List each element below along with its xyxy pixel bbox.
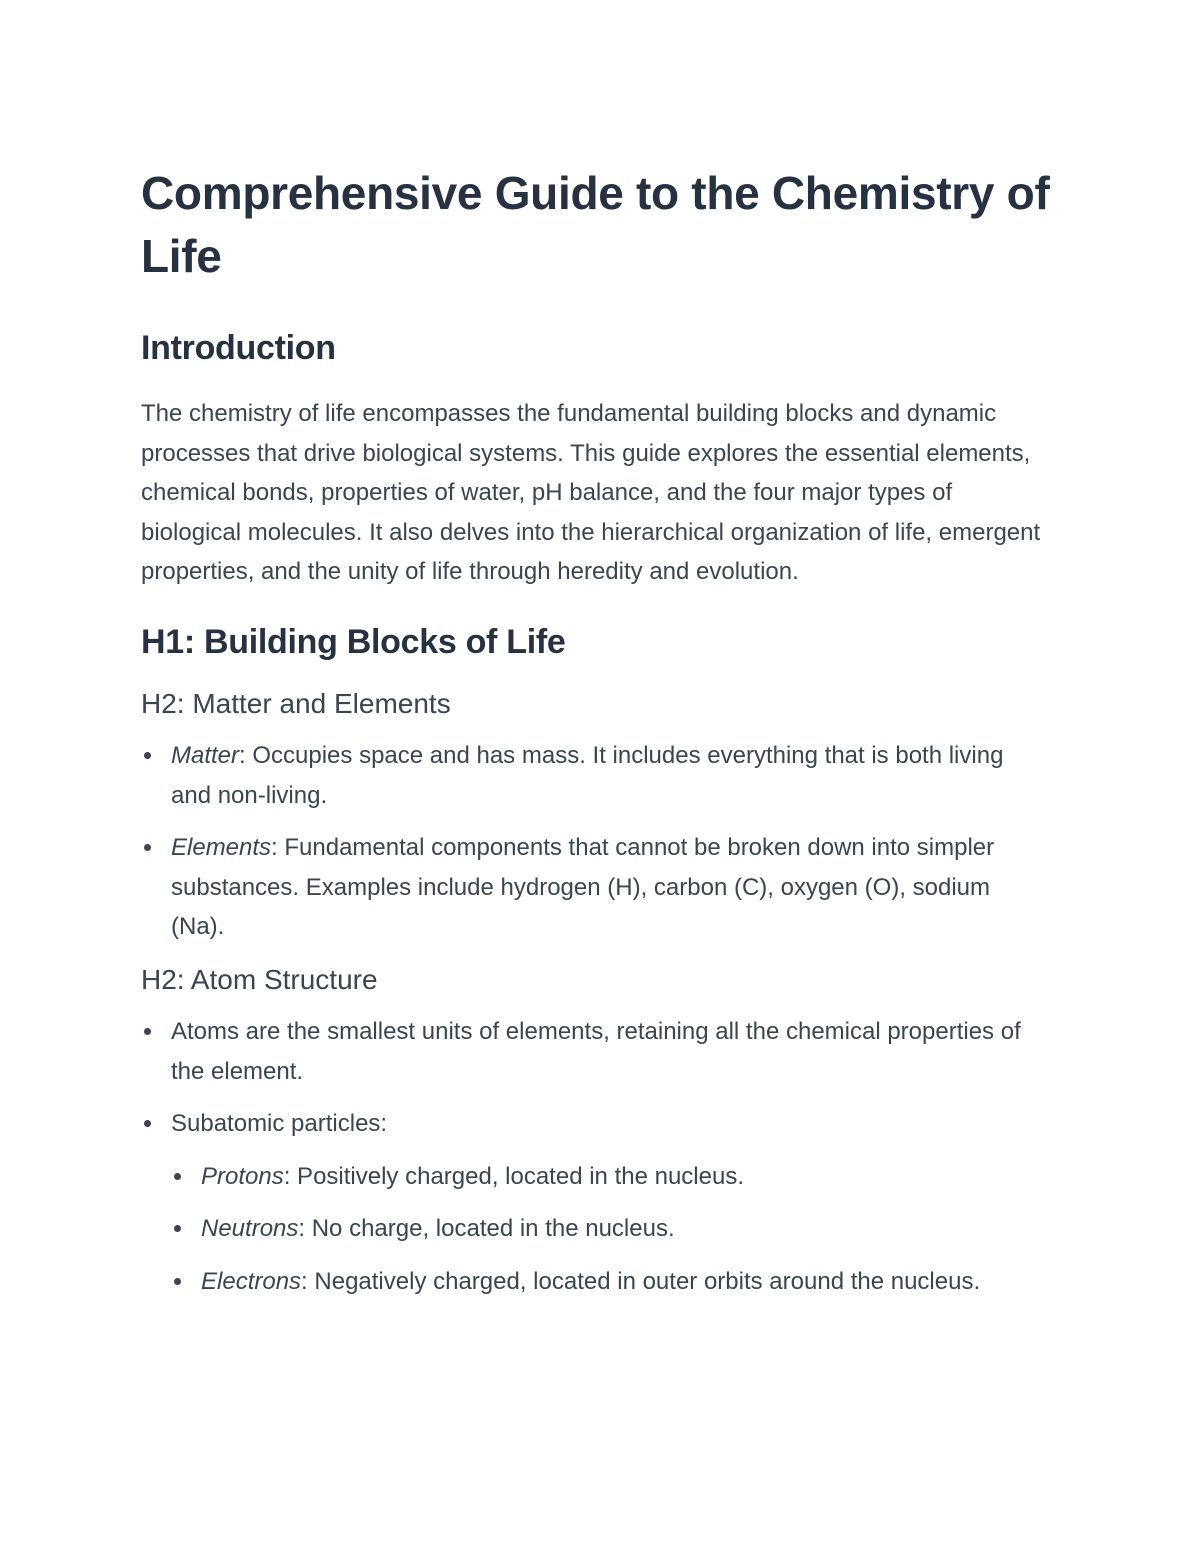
list-item [171,1157,1050,1197]
definition-text: : Positively charged, located in the nucleus. [283,1162,744,1190]
list-item [141,828,1050,947]
list-item [141,1104,1050,1301]
term-label: Protons [201,1162,284,1190]
definition-text: : Fundamental components that cannot be broken down into simpler substances. Examples include hydrogen (H), carbon (C), oxygen (O), sodium (Na). [171,834,995,941]
list-item [171,1209,1050,1249]
document-title: Comprehensive Guide to the Chemistry of Life [141,167,1050,282]
list-item [141,736,1050,815]
list-item-text: Atoms are the smallest units of elements, retaining all the chemical properties of the element. [171,1017,1021,1085]
matter-elements-list [141,736,1050,947]
term-label: Electrons [201,1267,302,1295]
list-item [141,1012,1050,1091]
term-label: Elements [171,834,272,862]
introduction-heading: Introduction [141,329,336,367]
atom-structure-list [141,1012,1050,1302]
subatomic-particles-list [171,1157,1050,1302]
atom-structure-heading: H2: Atom Structure [141,963,378,995]
list-item [171,1262,1050,1302]
definition-text: : Negatively charged, located in outer orbits around the nucleus. [301,1267,981,1295]
list-item-text: Subatomic particles: [171,1110,388,1138]
definition-text: : No charge, located in the nucleus. [298,1215,675,1243]
introduction-paragraph: The chemistry of life encompasses the fundamental building blocks and dynamic processes that drive biological systems. This guide explores the essential elements, chemical bonds, properties of water, pH balance, and the four major types of biological molecules. It also delves into the hierarchical organization of life, emergent properties, and the unity of life through heredity and evolution. [141,400,1041,586]
matter-elements-heading: H2: Matter and Elements [141,687,451,719]
term-label: Matter [171,741,240,769]
building-blocks-heading: H1: Building Blocks of Life [141,622,566,661]
term-label: Neutrons [201,1215,299,1243]
definition-text: : Occupies space and has mass. It includes everything that is both living and non-living. [171,741,1004,809]
